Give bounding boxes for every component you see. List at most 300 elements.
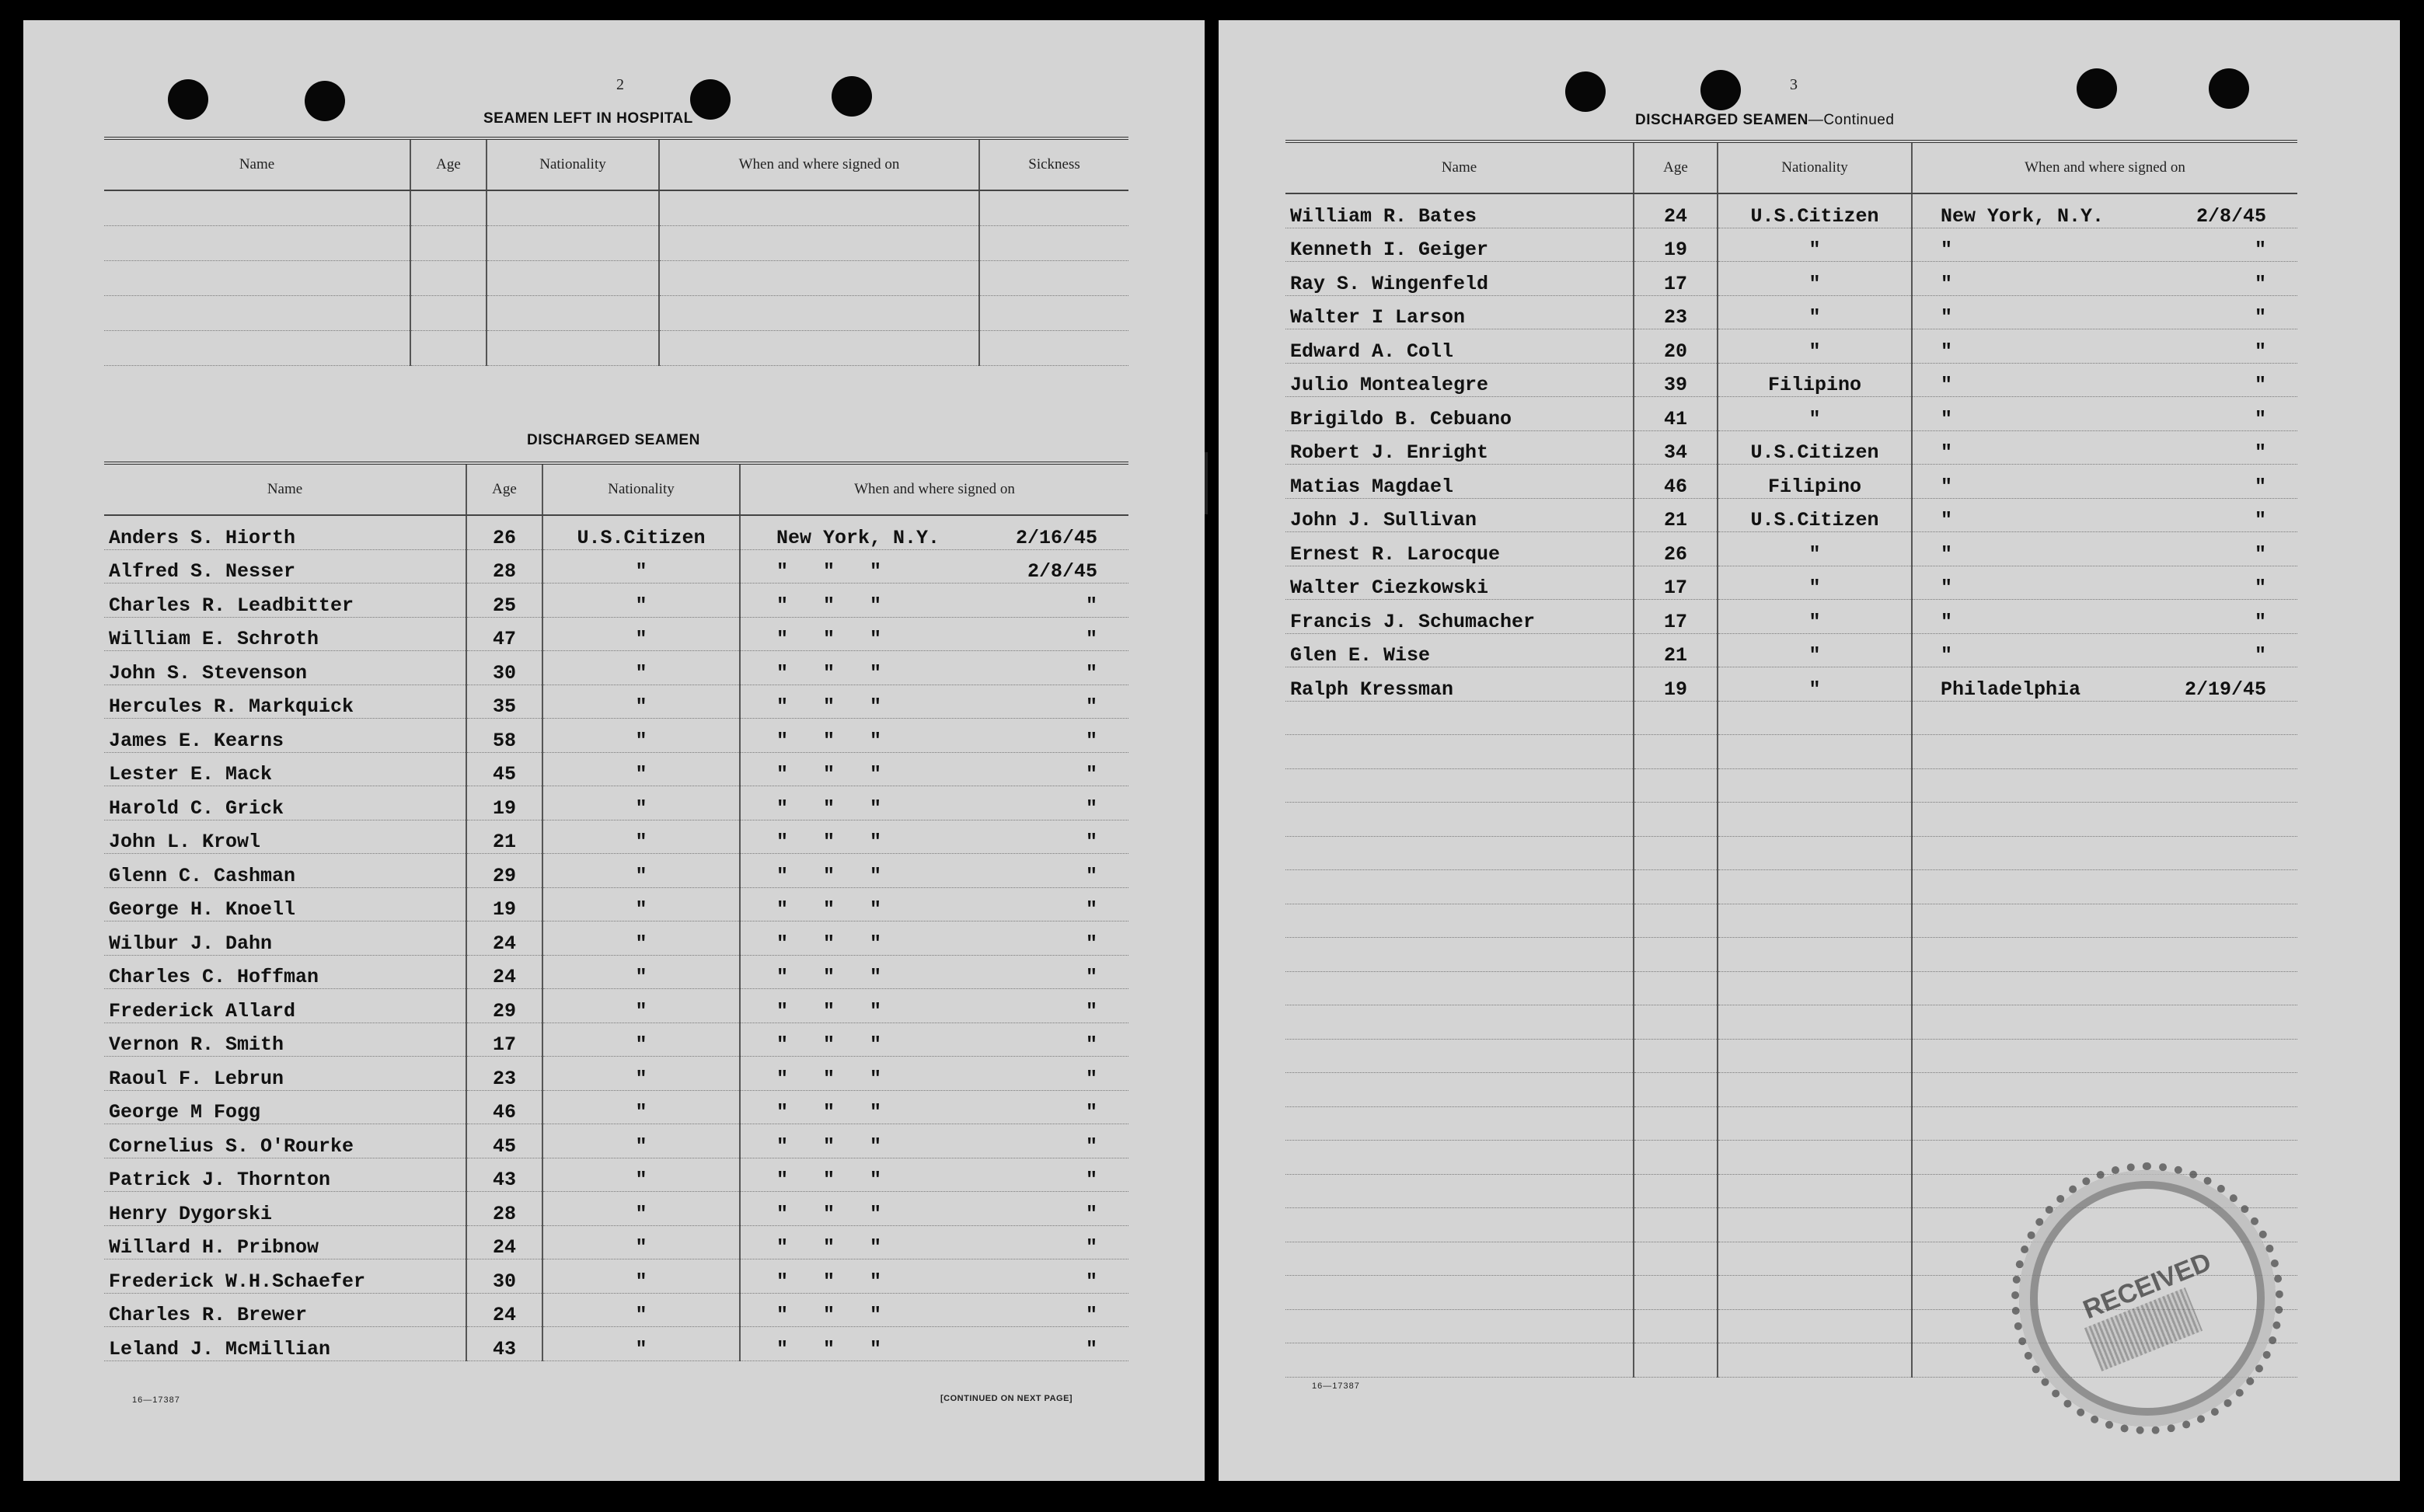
signed-on-place: " " " bbox=[776, 763, 882, 786]
seaman-name: Patrick J. Thornton bbox=[104, 1158, 466, 1192]
seaman-nationality: " bbox=[1718, 633, 1912, 667]
seaman-age: 24 bbox=[466, 921, 542, 956]
seaman-name: Wilbur J. Dahn bbox=[104, 921, 466, 956]
col-header-nationality: Nationality bbox=[487, 138, 659, 190]
table-row bbox=[104, 989, 1128, 1023]
empty-cell bbox=[1634, 904, 1718, 938]
empty-cell bbox=[1634, 1073, 1718, 1107]
seaman-name: William R. Bates bbox=[1285, 193, 1634, 228]
seaman-age: 30 bbox=[466, 651, 542, 685]
seaman-age: 24 bbox=[466, 1293, 542, 1327]
signed-on-place: " " " bbox=[776, 628, 882, 650]
seaman-age: 25 bbox=[466, 584, 542, 618]
discharged-continued-title bbox=[1635, 112, 1894, 129]
empty-cell bbox=[1634, 1005, 1718, 1040]
signed-on-date: " bbox=[1085, 1202, 1097, 1225]
punch-hole bbox=[1700, 70, 1741, 110]
signed-on-place: " " " bbox=[776, 695, 882, 718]
table-row bbox=[1285, 836, 2297, 870]
signed-on-date: " bbox=[1085, 1169, 1097, 1191]
empty-cell bbox=[1912, 870, 2297, 904]
signed-on-place: " bbox=[1941, 542, 1953, 566]
seaman-name: Vernon R. Smith bbox=[104, 1023, 466, 1057]
signed-on-date: " bbox=[1085, 966, 1097, 988]
punch-hole bbox=[690, 79, 731, 120]
seaman-nationality: " bbox=[542, 1090, 740, 1124]
seaman-nationality: Filipino bbox=[1718, 363, 1912, 397]
punch-hole bbox=[305, 81, 345, 121]
empty-cell bbox=[1634, 1174, 1718, 1208]
signed-on-place: " " " bbox=[776, 898, 882, 921]
signed-on-cell bbox=[1912, 667, 2297, 702]
seaman-name: Glen E. Wise bbox=[1285, 633, 1634, 667]
empty-cell bbox=[979, 190, 1128, 226]
table-row bbox=[1285, 1073, 2297, 1107]
signed-on-place: " " " bbox=[776, 560, 882, 583]
empty-cell bbox=[1285, 768, 1634, 803]
empty-cell bbox=[1285, 836, 1634, 870]
empty-cell bbox=[1718, 1309, 1912, 1343]
empty-cell bbox=[1634, 1309, 1718, 1343]
signed-on-place: " " " bbox=[776, 999, 882, 1023]
table-row bbox=[1285, 1005, 2297, 1040]
table-row bbox=[1285, 633, 2297, 667]
empty-cell bbox=[1912, 1039, 2297, 1073]
seaman-nationality: " bbox=[542, 719, 740, 753]
continued-note: [CONTINUED ON NEXT PAGE] bbox=[940, 1394, 1073, 1403]
seaman-age: 47 bbox=[466, 617, 542, 651]
col-header-nationality: Nationality bbox=[542, 463, 740, 515]
empty-cell bbox=[487, 331, 659, 366]
empty-cell bbox=[1718, 1208, 1912, 1242]
signed-on-place: " bbox=[1941, 610, 1953, 633]
table-row bbox=[1285, 295, 2297, 329]
table-row bbox=[104, 719, 1128, 753]
empty-cell bbox=[1634, 1141, 1718, 1175]
form-number: 16—17387 bbox=[132, 1395, 180, 1405]
table-row bbox=[104, 955, 1128, 989]
empty-cell bbox=[979, 226, 1128, 261]
table-row bbox=[104, 549, 1128, 584]
page-number: 3 bbox=[1790, 76, 1798, 93]
seaman-name: Matias Magdael bbox=[1285, 465, 1634, 499]
signed-on-cell bbox=[740, 1225, 1128, 1259]
col-header-name: Name bbox=[1285, 141, 1634, 193]
seaman-age: 17 bbox=[1634, 600, 1718, 634]
empty-cell bbox=[1285, 701, 1634, 735]
seaman-age: 43 bbox=[466, 1327, 542, 1361]
signed-on-date: " bbox=[2254, 610, 2266, 633]
signed-on-date: " bbox=[1085, 763, 1097, 786]
empty-cell bbox=[104, 190, 410, 226]
empty-cell bbox=[1634, 1106, 1718, 1141]
signed-on-date: " bbox=[2254, 441, 2266, 464]
seaman-name: Charles C. Hoffman bbox=[104, 955, 466, 989]
signed-on-cell bbox=[1912, 193, 2297, 228]
signed-on-place: " bbox=[1941, 475, 1953, 498]
table-row bbox=[104, 1023, 1128, 1057]
table-row bbox=[1285, 193, 2297, 228]
seaman-age: 21 bbox=[466, 820, 542, 854]
table-row bbox=[1285, 465, 2297, 499]
signed-on-place: " " " bbox=[776, 1101, 882, 1124]
empty-cell bbox=[410, 190, 487, 226]
signed-on-date: " bbox=[1085, 1067, 1097, 1090]
seaman-nationality: " bbox=[542, 584, 740, 618]
empty-cell bbox=[410, 331, 487, 366]
empty-cell bbox=[1912, 904, 2297, 938]
table-row bbox=[1285, 532, 2297, 566]
empty-cell bbox=[1285, 803, 1634, 837]
seaman-nationality: " bbox=[542, 1124, 740, 1158]
empty-cell bbox=[1912, 735, 2297, 769]
table-row bbox=[1285, 667, 2297, 702]
punch-hole bbox=[1565, 71, 1606, 112]
empty-cell bbox=[1285, 1106, 1634, 1141]
signed-on-date: " bbox=[1085, 932, 1097, 955]
signed-on-cell bbox=[740, 617, 1128, 651]
signed-on-cell bbox=[1912, 295, 2297, 329]
empty-cell bbox=[1718, 1141, 1912, 1175]
seaman-name: James E. Kearns bbox=[104, 719, 466, 753]
seaman-name: Francis J. Schumacher bbox=[1285, 600, 1634, 634]
empty-cell bbox=[487, 296, 659, 331]
col-header-nationality: Nationality bbox=[1718, 141, 1912, 193]
seaman-name: Robert J. Enright bbox=[1285, 430, 1634, 465]
empty-cell bbox=[1285, 735, 1634, 769]
seaman-name: George H. Knoell bbox=[104, 887, 466, 921]
col-header-signed-on: When and where signed on bbox=[659, 138, 979, 190]
seaman-name: Charles R. Brewer bbox=[104, 1293, 466, 1327]
seaman-age: 21 bbox=[1634, 498, 1718, 532]
empty-cell bbox=[659, 331, 979, 366]
signed-on-cell bbox=[1912, 329, 2297, 364]
seaman-name: John L. Krowl bbox=[104, 820, 466, 854]
table-row bbox=[1285, 701, 2297, 735]
empty-cell bbox=[1718, 870, 1912, 904]
empty-cell bbox=[1285, 1174, 1634, 1208]
empty-cell bbox=[1634, 768, 1718, 803]
right-page bbox=[1219, 20, 2400, 1481]
signed-on-cell bbox=[740, 1057, 1128, 1091]
empty-cell bbox=[1718, 938, 1912, 972]
signed-on-cell bbox=[1912, 498, 2297, 532]
signed-on-place: " bbox=[1941, 340, 1953, 363]
seaman-nationality: " bbox=[542, 549, 740, 584]
seaman-name: George M Fogg bbox=[104, 1090, 466, 1124]
seaman-nationality: " bbox=[542, 1057, 740, 1091]
seaman-nationality: " bbox=[1718, 262, 1912, 296]
signed-on-place: " bbox=[1941, 239, 1953, 261]
form-number: 16—17387 bbox=[1312, 1381, 1360, 1391]
seaman-name: Ralph Kressman bbox=[1285, 667, 1634, 702]
signed-on-date: " bbox=[1085, 1337, 1097, 1360]
signed-on-place: " " " bbox=[776, 1337, 882, 1360]
col-header-age: Age bbox=[1634, 141, 1718, 193]
fold-mark bbox=[1205, 452, 1208, 514]
empty-cell bbox=[1634, 701, 1718, 735]
col-header-name: Name bbox=[104, 463, 466, 515]
seaman-nationality: " bbox=[542, 1192, 740, 1226]
seaman-nationality: " bbox=[542, 786, 740, 820]
empty-cell bbox=[1285, 1073, 1634, 1107]
signed-on-date: " bbox=[1085, 1236, 1097, 1259]
table-row bbox=[1285, 262, 2297, 296]
signed-on-cell bbox=[740, 584, 1128, 618]
signed-on-date: " bbox=[1085, 661, 1097, 685]
seaman-nationality: " bbox=[542, 887, 740, 921]
signed-on-cell bbox=[740, 549, 1128, 584]
signed-on-place: " " " bbox=[776, 1304, 882, 1326]
signed-on-place: " " " bbox=[776, 796, 882, 820]
signed-on-cell bbox=[740, 921, 1128, 956]
empty-cell bbox=[1912, 768, 2297, 803]
seaman-age: 30 bbox=[466, 1259, 542, 1294]
signed-on-place: " bbox=[1941, 441, 1953, 464]
signed-on-cell bbox=[1912, 600, 2297, 634]
empty-cell bbox=[1285, 1005, 1634, 1040]
seaman-nationality: " bbox=[542, 1327, 740, 1361]
signed-on-place: " " " bbox=[776, 1202, 882, 1225]
table-row bbox=[1285, 1106, 2297, 1141]
empty-cell bbox=[659, 296, 979, 331]
empty-cell bbox=[1718, 1073, 1912, 1107]
signed-on-place: " " " bbox=[776, 1236, 882, 1259]
col-header-signed-on: When and where signed on bbox=[1912, 141, 2297, 193]
signed-on-date: " bbox=[1085, 898, 1097, 921]
seaman-age: 46 bbox=[1634, 465, 1718, 499]
seaman-age: 35 bbox=[466, 685, 542, 719]
signed-on-date: " bbox=[1085, 1033, 1097, 1056]
empty-cell bbox=[1634, 971, 1718, 1005]
signed-on-date: " bbox=[1085, 831, 1097, 853]
col-header-age: Age bbox=[466, 463, 542, 515]
empty-cell bbox=[1718, 1005, 1912, 1040]
signed-on-date: " bbox=[2254, 407, 2266, 430]
table-row bbox=[104, 584, 1128, 618]
empty-cell bbox=[1634, 938, 1718, 972]
table-row bbox=[104, 1259, 1128, 1294]
empty-cell bbox=[1912, 938, 2297, 972]
signed-on-cell bbox=[740, 1090, 1128, 1124]
signed-on-place: " bbox=[1941, 509, 1953, 531]
seaman-age: 24 bbox=[1634, 193, 1718, 228]
signed-on-cell bbox=[740, 685, 1128, 719]
title-main: DISCHARGED SEAMEN bbox=[1635, 112, 1808, 128]
signed-on-cell bbox=[740, 887, 1128, 921]
table-row bbox=[104, 331, 1128, 366]
table-row bbox=[104, 515, 1128, 549]
signed-on-date: " bbox=[2254, 644, 2266, 667]
col-header-age: Age bbox=[410, 138, 487, 190]
empty-cell bbox=[979, 331, 1128, 366]
seaman-name: Lester E. Mack bbox=[104, 752, 466, 786]
seaman-name: Henry Dygorski bbox=[104, 1192, 466, 1226]
empty-cell bbox=[1634, 870, 1718, 904]
seaman-nationality: U.S.Citizen bbox=[1718, 193, 1912, 228]
table-row bbox=[1285, 363, 2297, 397]
signed-on-date: 2/16/45 bbox=[1015, 526, 1097, 549]
table-row bbox=[104, 820, 1128, 854]
seaman-name: Walter Ciezkowski bbox=[1285, 566, 1634, 600]
table-row bbox=[104, 1158, 1128, 1192]
signed-on-cell bbox=[1912, 430, 2297, 465]
table-row bbox=[1285, 329, 2297, 364]
seaman-age: 26 bbox=[466, 515, 542, 549]
signed-on-cell bbox=[1912, 363, 2297, 397]
empty-cell bbox=[1718, 971, 1912, 1005]
signed-on-place: " " " bbox=[776, 1169, 882, 1191]
table-row bbox=[1285, 803, 2297, 837]
table-row bbox=[1285, 904, 2297, 938]
table-row bbox=[104, 1293, 1128, 1327]
signed-on-date: 2/8/45 bbox=[2196, 204, 2266, 228]
signed-on-place: " " " bbox=[776, 932, 882, 955]
seaman-nationality: " bbox=[542, 1259, 740, 1294]
signed-on-date: " bbox=[2254, 306, 2266, 329]
seaman-nationality: " bbox=[1718, 397, 1912, 431]
signed-on-place: " " " bbox=[776, 1033, 882, 1056]
seaman-name: Leland J. McMillian bbox=[104, 1327, 466, 1361]
seaman-age: 26 bbox=[1634, 532, 1718, 566]
empty-cell bbox=[1912, 803, 2297, 837]
signed-on-date: " bbox=[2254, 577, 2266, 599]
empty-cell bbox=[1912, 1106, 2297, 1141]
seaman-age: 19 bbox=[1634, 228, 1718, 262]
signed-on-cell bbox=[740, 515, 1128, 549]
signed-on-cell bbox=[740, 719, 1128, 753]
table-row bbox=[104, 786, 1128, 820]
signed-on-cell bbox=[740, 1259, 1128, 1294]
signed-on-date: " bbox=[1085, 1101, 1097, 1124]
seaman-nationality: U.S.Citizen bbox=[1718, 430, 1912, 465]
signed-on-place: " " " bbox=[776, 966, 882, 988]
empty-cell bbox=[1634, 1276, 1718, 1310]
empty-cell bbox=[1285, 1309, 1634, 1343]
seaman-age: 19 bbox=[1634, 667, 1718, 702]
empty-cell bbox=[1912, 971, 2297, 1005]
punch-hole bbox=[832, 76, 872, 117]
table-row bbox=[104, 296, 1128, 331]
empty-cell bbox=[1634, 803, 1718, 837]
empty-cell bbox=[1912, 701, 2297, 735]
signed-on-place: New York, N.Y. bbox=[1941, 204, 2105, 228]
empty-cell bbox=[1718, 1039, 1912, 1073]
table-row bbox=[1285, 735, 2297, 769]
signed-on-date: " bbox=[2254, 340, 2266, 363]
signed-on-date: " bbox=[2254, 272, 2266, 295]
seaman-nationality: " bbox=[542, 921, 740, 956]
seaman-nationality: " bbox=[542, 1158, 740, 1192]
empty-cell bbox=[410, 296, 487, 331]
empty-cell bbox=[1634, 1208, 1718, 1242]
received-stamp bbox=[2011, 1162, 2283, 1434]
table-row bbox=[104, 1192, 1128, 1226]
table-row bbox=[104, 617, 1128, 651]
empty-cell bbox=[104, 226, 410, 261]
empty-cell bbox=[1285, 971, 1634, 1005]
empty-cell bbox=[1634, 836, 1718, 870]
signed-on-cell bbox=[740, 1158, 1128, 1192]
signed-on-place: " bbox=[1941, 577, 1953, 599]
punch-hole bbox=[168, 79, 208, 120]
signed-on-cell bbox=[1912, 532, 2297, 566]
signed-on-place: " " " bbox=[776, 729, 882, 752]
table-row bbox=[104, 190, 1128, 226]
seaman-nationality: " bbox=[542, 651, 740, 685]
table-row bbox=[104, 1225, 1128, 1259]
table-row bbox=[1285, 397, 2297, 431]
empty-cell bbox=[1285, 1208, 1634, 1242]
signed-on-cell bbox=[740, 651, 1128, 685]
table-row bbox=[104, 651, 1128, 685]
seaman-nationality: " bbox=[1718, 566, 1912, 600]
signed-on-cell bbox=[740, 1293, 1128, 1327]
signed-on-place: " " " bbox=[776, 831, 882, 853]
empty-cell bbox=[979, 261, 1128, 296]
seaman-name: Brigildo B. Cebuano bbox=[1285, 397, 1634, 431]
signed-on-place: New York, N.Y. bbox=[776, 526, 940, 549]
table-row bbox=[1285, 971, 2297, 1005]
signed-on-date: " bbox=[1085, 594, 1097, 617]
seaman-name: Alfred S. Nesser bbox=[104, 549, 466, 584]
seaman-nationality: " bbox=[542, 617, 740, 651]
signed-on-place: " bbox=[1941, 407, 1953, 430]
seaman-nationality: " bbox=[542, 955, 740, 989]
seaman-name: Kenneth I. Geiger bbox=[1285, 228, 1634, 262]
seaman-name: Harold C. Grick bbox=[104, 786, 466, 820]
seaman-nationality: " bbox=[1718, 329, 1912, 364]
seaman-name: Charles R. Leadbitter bbox=[104, 584, 466, 618]
empty-cell bbox=[1285, 870, 1634, 904]
signed-on-date: " bbox=[1085, 1134, 1097, 1158]
seaman-name: Ray S. Wingenfeld bbox=[1285, 262, 1634, 296]
signed-on-place: " bbox=[1941, 644, 1953, 667]
seaman-age: 43 bbox=[466, 1158, 542, 1192]
signed-on-cell bbox=[1912, 566, 2297, 600]
seaman-nationality: " bbox=[542, 1293, 740, 1327]
seaman-name: Glenn C. Cashman bbox=[104, 854, 466, 888]
empty-cell bbox=[1634, 1039, 1718, 1073]
seaman-age: 58 bbox=[466, 719, 542, 753]
table-row bbox=[104, 261, 1128, 296]
signed-on-cell bbox=[1912, 465, 2297, 499]
page-number: 2 bbox=[616, 76, 624, 93]
table-row bbox=[104, 1124, 1128, 1158]
seaman-age: 46 bbox=[466, 1090, 542, 1124]
seaman-age: 20 bbox=[1634, 329, 1718, 364]
signed-on-place: " bbox=[1941, 374, 1953, 396]
table-row bbox=[1285, 1039, 2297, 1073]
seaman-name: Anders S. Hiorth bbox=[104, 515, 466, 549]
signed-on-date: " bbox=[2254, 475, 2266, 498]
signed-on-date: " bbox=[2254, 239, 2266, 261]
empty-cell bbox=[410, 226, 487, 261]
seaman-age: 39 bbox=[1634, 363, 1718, 397]
table-row bbox=[1285, 498, 2297, 532]
empty-cell bbox=[1634, 1242, 1718, 1276]
seaman-age: 28 bbox=[466, 549, 542, 584]
seaman-name: Frederick W.H.Schaefer bbox=[104, 1259, 466, 1294]
empty-cell bbox=[659, 190, 979, 226]
empty-cell bbox=[1718, 1343, 1912, 1378]
table-row bbox=[104, 752, 1128, 786]
signed-on-cell bbox=[740, 786, 1128, 820]
seaman-name: Willard H. Pribnow bbox=[104, 1225, 466, 1259]
title-suffix: —Continued bbox=[1808, 112, 1895, 128]
table-row bbox=[1285, 938, 2297, 972]
seaman-age: 41 bbox=[1634, 397, 1718, 431]
